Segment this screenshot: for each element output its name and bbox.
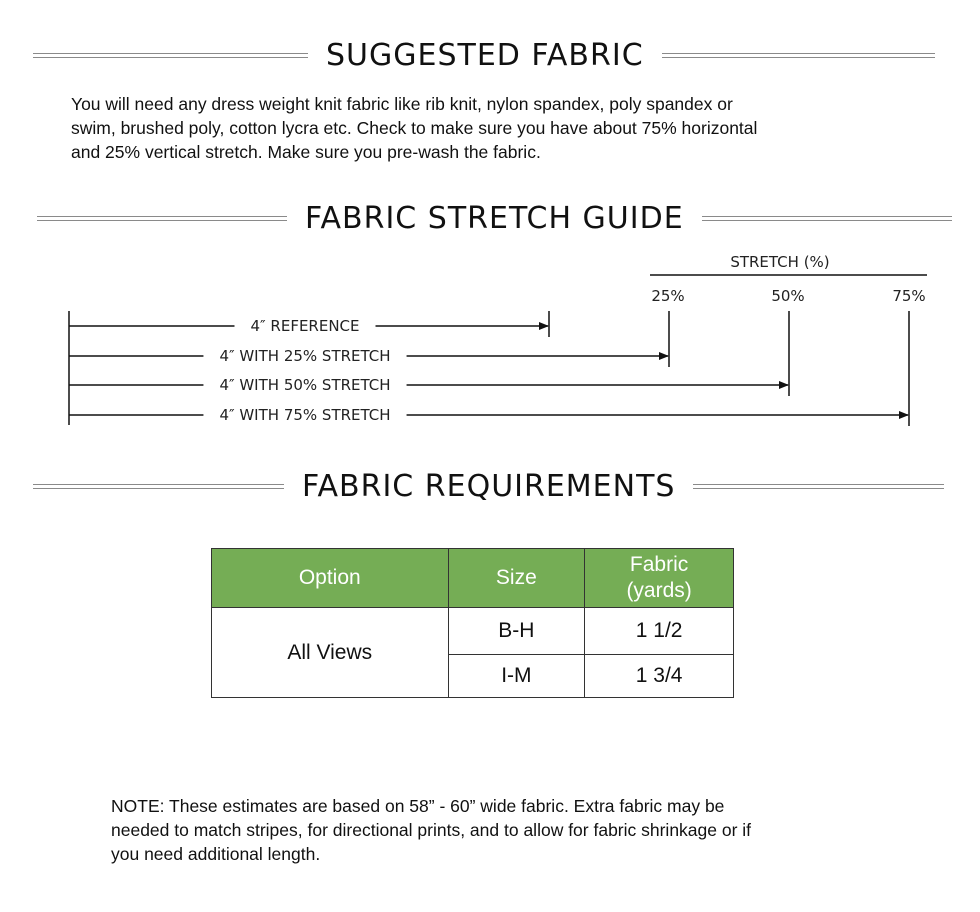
heading-rule-right: [662, 53, 935, 58]
column-header-size: Size: [448, 549, 585, 608]
stretch-tick-label-25: 25%: [651, 287, 685, 305]
heading-rule-right: [693, 484, 944, 489]
suggested-fabric-heading: SUGGESTED FABRIC: [326, 38, 644, 73]
stretch-tick-label-75: 75%: [892, 287, 926, 305]
heading-rule-left: [33, 484, 284, 489]
stretch-guide-diagram: [0, 245, 980, 435]
stretch-row-label: 4″ WITH 75% STRETCH: [219, 406, 391, 424]
fabric-requirements-table: [211, 548, 734, 698]
suggested-fabric-heading-row: [0, 38, 980, 73]
stretch-row-label: 4″ REFERENCE: [250, 317, 360, 335]
fabric-cell: 1 1/2: [585, 608, 734, 655]
note-line: needed to match stripes, for directional prints, and to allow for fabric shrinkage or if: [111, 820, 752, 840]
paragraph-line: You will need any dress weight knit fabric like rib knit, nylon spandex, poly spandex or: [71, 94, 733, 114]
paragraph-line: and 25% vertical stretch. Make sure you pre-wash the fabric.: [71, 142, 541, 162]
heading-rule-left: [33, 53, 308, 58]
column-header-option: Option: [212, 549, 449, 608]
fabric-header-line2: (yards): [626, 579, 692, 602]
fabric-cell: 1 3/4: [585, 655, 734, 698]
table-row: [212, 608, 734, 655]
stretch-row-label: 4″ WITH 50% STRETCH: [219, 376, 391, 394]
requirements-heading: FABRIC REQUIREMENTS: [302, 469, 676, 504]
paragraph-line: swim, brushed poly, cotton lycra etc. Check to make sure you have about 75% horizontal: [71, 118, 758, 138]
heading-rule-right: [702, 216, 952, 221]
stretch-axis-title: STRETCH (%): [730, 253, 830, 271]
fabric-header-line1: Fabric: [629, 553, 689, 576]
option-cell: All Views: [212, 608, 449, 698]
heading-rule-left: [37, 216, 287, 221]
note-paragraph: [111, 794, 751, 866]
table-header-row: [212, 549, 734, 608]
stretch-tick-label-50: 50%: [771, 287, 805, 305]
stretch-row-label: 4″ WITH 25% STRETCH: [219, 347, 391, 365]
size-cell: I-M: [448, 655, 585, 698]
size-cell: B-H: [448, 608, 585, 655]
stretch-guide-heading-row: [0, 201, 980, 236]
stretch-guide-heading: FABRIC STRETCH GUIDE: [305, 201, 684, 236]
requirements-heading-row: [0, 469, 980, 504]
suggested-fabric-paragraph: [71, 92, 757, 164]
note-line: you need additional length.: [111, 844, 321, 864]
column-header-fabric: [585, 549, 734, 608]
note-line: NOTE: These estimates are based on 58” - 60” wide fabric. Extra fabric may be: [111, 796, 725, 816]
